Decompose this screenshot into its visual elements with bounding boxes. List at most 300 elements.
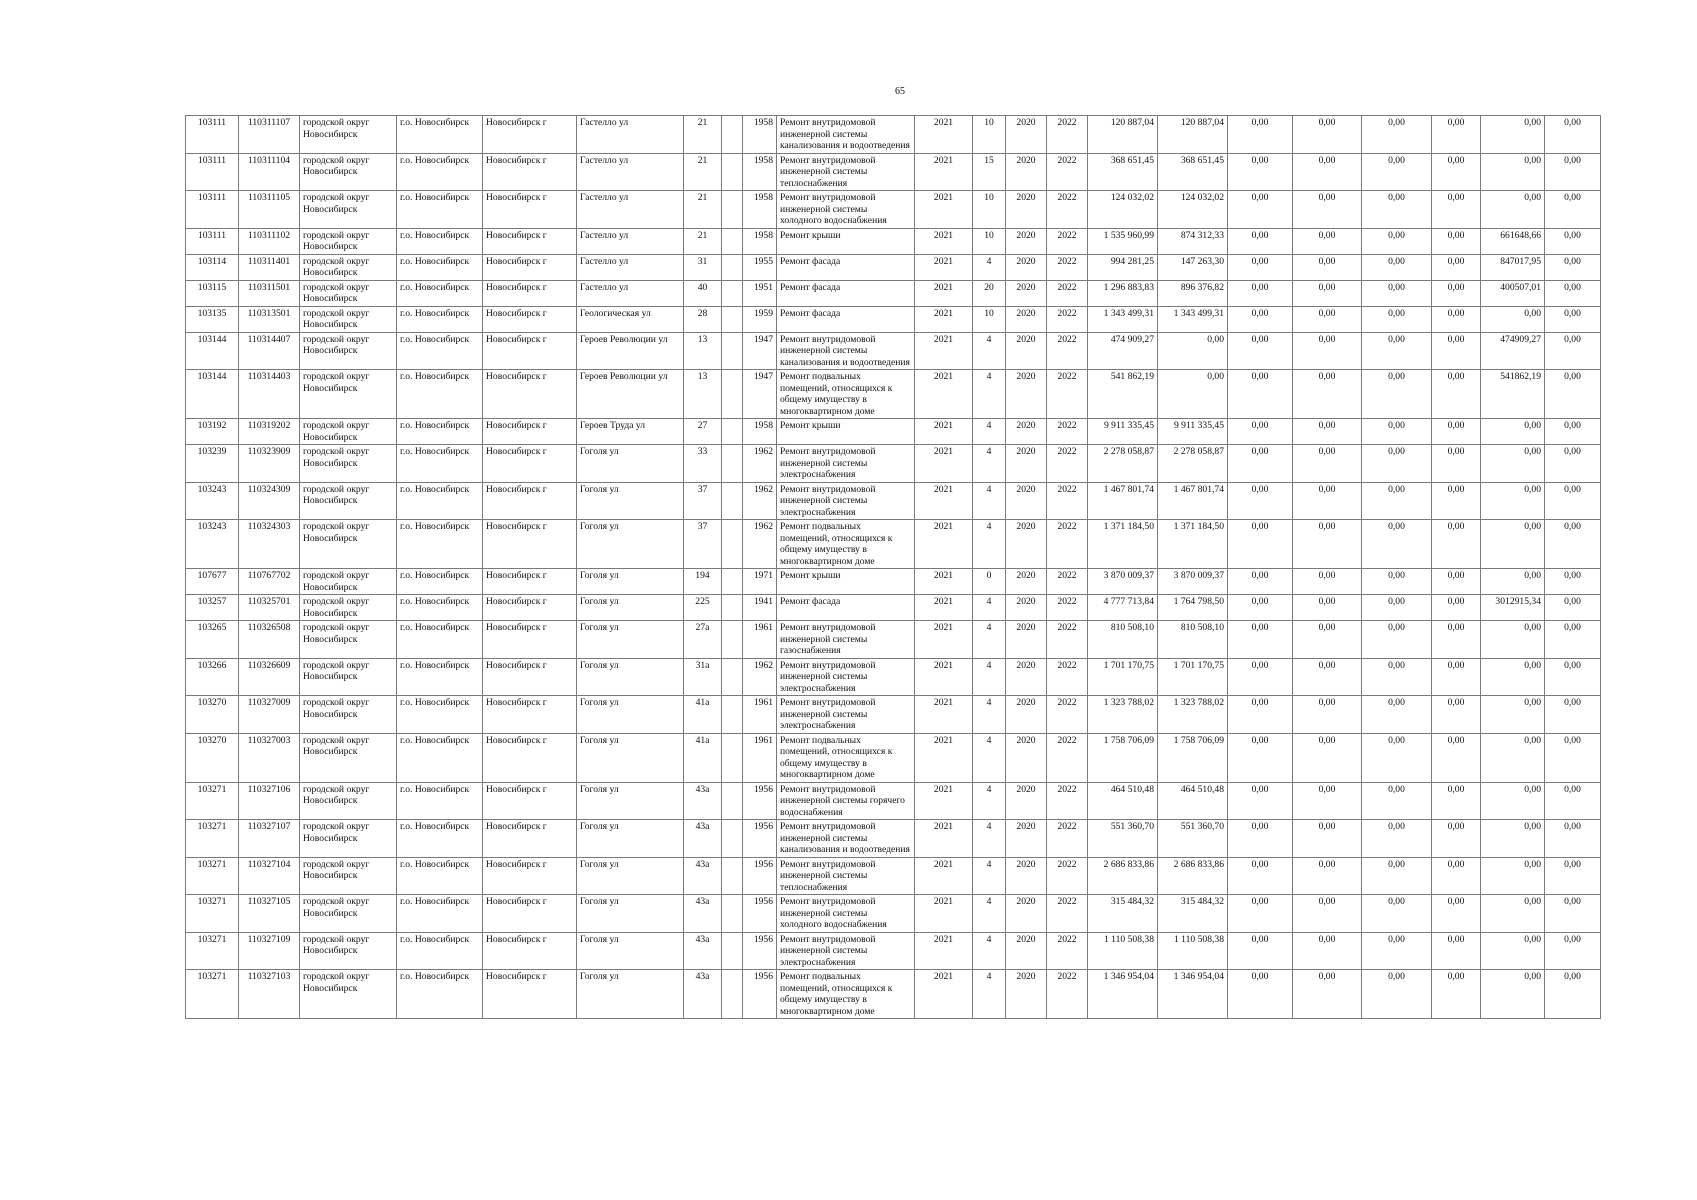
cost-3-cell: 0,00 — [1293, 370, 1362, 419]
empty-cell — [722, 595, 743, 621]
table-row — [186, 254, 1601, 280]
work-type-cell: Ремонт крыши — [777, 569, 915, 595]
total-cost-cell: 1 467 801,74 — [1088, 482, 1158, 520]
total-cost-cell: 1 758 706,09 — [1088, 733, 1158, 782]
plan-year-cell: 2021 — [915, 153, 973, 191]
work-type-cell: Ремонт внутридомовой инженерной системы холодного водоснабжения — [777, 191, 915, 229]
cost-4-cell: 0,00 — [1362, 332, 1432, 370]
cost-7-cell: 0,00 — [1545, 116, 1601, 154]
cost-1-cell: 874 312,33 — [1158, 228, 1228, 254]
count-cell: 4 — [973, 332, 1006, 370]
object-id-cell: 103271 — [186, 857, 239, 895]
district-cell: г.о. Новосибирск — [397, 569, 483, 595]
cost-2-cell: 0,00 — [1228, 280, 1293, 306]
start-year-cell: 2020 — [1006, 857, 1047, 895]
street-cell: Гастелло ул — [577, 254, 684, 280]
build-year-cell: 1962 — [743, 520, 777, 569]
municipality-cell: городской округ Новосибирск — [300, 153, 397, 191]
total-cost-cell: 368 651,45 — [1088, 153, 1158, 191]
table-row — [186, 895, 1601, 933]
cost-1-cell: 1 323 788,02 — [1158, 696, 1228, 734]
municipality-cell: городской округ Новосибирск — [300, 595, 397, 621]
object-id-cell: 103111 — [186, 116, 239, 154]
cost-5-cell: 0,00 — [1432, 520, 1481, 569]
build-year-cell: 1956 — [743, 970, 777, 1019]
total-cost-cell: 124 032,02 — [1088, 191, 1158, 229]
end-year-cell: 2022 — [1047, 820, 1088, 858]
cost-2-cell: 0,00 — [1228, 419, 1293, 445]
end-year-cell: 2022 — [1047, 857, 1088, 895]
cost-2-cell: 0,00 — [1228, 970, 1293, 1019]
work-type-cell: Ремонт внутридомовой инженерной системы канализования и водоотведения — [777, 332, 915, 370]
total-cost-cell: 1 323 788,02 — [1088, 696, 1158, 734]
cost-3-cell: 0,00 — [1293, 228, 1362, 254]
count-cell: 4 — [973, 820, 1006, 858]
cost-1-cell: 1 764 798,50 — [1158, 595, 1228, 621]
start-year-cell: 2020 — [1006, 228, 1047, 254]
work-type-cell: Ремонт фасада — [777, 254, 915, 280]
district-cell: г.о. Новосибирск — [397, 520, 483, 569]
cost-3-cell: 0,00 — [1293, 419, 1362, 445]
cost-2-cell: 0,00 — [1228, 782, 1293, 820]
count-cell: 4 — [973, 932, 1006, 970]
cost-7-cell: 0,00 — [1545, 419, 1601, 445]
cost-5-cell: 0,00 — [1432, 696, 1481, 734]
cost-7-cell: 0,00 — [1545, 733, 1601, 782]
empty-cell — [722, 658, 743, 696]
city-cell: Новосибирск г — [483, 595, 577, 621]
cost-3-cell: 0,00 — [1293, 595, 1362, 621]
cost-2-cell: 0,00 — [1228, 595, 1293, 621]
end-year-cell: 2022 — [1047, 306, 1088, 332]
build-year-cell: 1958 — [743, 191, 777, 229]
start-year-cell: 2020 — [1006, 895, 1047, 933]
cost-2-cell: 0,00 — [1228, 820, 1293, 858]
end-year-cell: 2022 — [1047, 280, 1088, 306]
street-cell: Гастелло ул — [577, 228, 684, 254]
plan-year-cell: 2021 — [915, 191, 973, 229]
cost-6-cell: 400507,01 — [1481, 280, 1545, 306]
work-code-cell: 110311107 — [239, 116, 300, 154]
cost-3-cell: 0,00 — [1293, 280, 1362, 306]
cost-4-cell: 0,00 — [1362, 595, 1432, 621]
house-number-cell: 43а — [684, 932, 722, 970]
cost-1-cell: 3 870 009,37 — [1158, 569, 1228, 595]
district-cell: г.о. Новосибирск — [397, 696, 483, 734]
cost-6-cell: 847017,95 — [1481, 254, 1545, 280]
work-code-cell: 110327009 — [239, 696, 300, 734]
object-id-cell: 103271 — [186, 895, 239, 933]
municipality-cell: городской округ Новосибирск — [300, 520, 397, 569]
street-cell: Гастелло ул — [577, 191, 684, 229]
cost-4-cell: 0,00 — [1362, 254, 1432, 280]
street-cell: Гоголя ул — [577, 857, 684, 895]
city-cell: Новосибирск г — [483, 306, 577, 332]
cost-2-cell: 0,00 — [1228, 191, 1293, 229]
build-year-cell: 1947 — [743, 332, 777, 370]
cost-7-cell: 0,00 — [1545, 895, 1601, 933]
house-number-cell: 13 — [684, 370, 722, 419]
build-year-cell: 1956 — [743, 820, 777, 858]
cost-7-cell: 0,00 — [1545, 370, 1601, 419]
cost-7-cell: 0,00 — [1545, 970, 1601, 1019]
cost-4-cell: 0,00 — [1362, 116, 1432, 154]
municipality-cell: городской округ Новосибирск — [300, 658, 397, 696]
cost-1-cell: 0,00 — [1158, 370, 1228, 419]
house-number-cell: 43а — [684, 895, 722, 933]
house-number-cell: 41а — [684, 696, 722, 734]
cost-1-cell: 315 484,32 — [1158, 895, 1228, 933]
street-cell: Гоголя ул — [577, 482, 684, 520]
house-number-cell: 21 — [684, 116, 722, 154]
cost-5-cell: 0,00 — [1432, 857, 1481, 895]
work-type-cell: Ремонт внутридомовой инженерной системы электроснабжения — [777, 932, 915, 970]
municipality-cell: городской округ Новосибирск — [300, 733, 397, 782]
object-id-cell: 103271 — [186, 820, 239, 858]
city-cell: Новосибирск г — [483, 370, 577, 419]
start-year-cell: 2020 — [1006, 520, 1047, 569]
municipality-cell: городской округ Новосибирск — [300, 445, 397, 483]
plan-year-cell: 2021 — [915, 857, 973, 895]
work-code-cell: 110311104 — [239, 153, 300, 191]
cost-4-cell: 0,00 — [1362, 857, 1432, 895]
cost-5-cell: 0,00 — [1432, 419, 1481, 445]
cost-5-cell: 0,00 — [1432, 254, 1481, 280]
end-year-cell: 2022 — [1047, 445, 1088, 483]
build-year-cell: 1947 — [743, 370, 777, 419]
work-type-cell: Ремонт внутридомовой инженерной системы электроснабжения — [777, 482, 915, 520]
empty-cell — [722, 482, 743, 520]
municipality-cell: городской округ Новосибирск — [300, 482, 397, 520]
cost-3-cell: 0,00 — [1293, 658, 1362, 696]
cost-4-cell: 0,00 — [1362, 153, 1432, 191]
cost-2-cell: 0,00 — [1228, 482, 1293, 520]
district-cell: г.о. Новосибирск — [397, 280, 483, 306]
cost-1-cell: 2 278 058,87 — [1158, 445, 1228, 483]
end-year-cell: 2022 — [1047, 569, 1088, 595]
cost-6-cell: 0,00 — [1481, 696, 1545, 734]
municipality-cell: городской округ Новосибирск — [300, 621, 397, 659]
cost-5-cell: 0,00 — [1432, 733, 1481, 782]
cost-3-cell: 0,00 — [1293, 191, 1362, 229]
count-cell: 10 — [973, 191, 1006, 229]
work-type-cell: Ремонт внутридомовой инженерной системы канализования и водоотведения — [777, 820, 915, 858]
cost-6-cell: 0,00 — [1481, 733, 1545, 782]
cost-7-cell: 0,00 — [1545, 254, 1601, 280]
cost-2-cell: 0,00 — [1228, 445, 1293, 483]
city-cell: Новосибирск г — [483, 782, 577, 820]
start-year-cell: 2020 — [1006, 306, 1047, 332]
cost-5-cell: 0,00 — [1432, 280, 1481, 306]
house-number-cell: 43а — [684, 857, 722, 895]
total-cost-cell: 2 278 058,87 — [1088, 445, 1158, 483]
cost-4-cell: 0,00 — [1362, 895, 1432, 933]
work-code-cell: 110327109 — [239, 932, 300, 970]
build-year-cell: 1961 — [743, 621, 777, 659]
work-code-cell: 110327003 — [239, 733, 300, 782]
cost-6-cell: 0,00 — [1481, 970, 1545, 1019]
cost-7-cell: 0,00 — [1545, 332, 1601, 370]
build-year-cell: 1956 — [743, 782, 777, 820]
city-cell: Новосибирск г — [483, 520, 577, 569]
total-cost-cell: 464 510,48 — [1088, 782, 1158, 820]
start-year-cell: 2020 — [1006, 658, 1047, 696]
count-cell: 4 — [973, 482, 1006, 520]
district-cell: г.о. Новосибирск — [397, 595, 483, 621]
total-cost-cell: 120 887,04 — [1088, 116, 1158, 154]
start-year-cell: 2020 — [1006, 116, 1047, 154]
total-cost-cell: 1 371 184,50 — [1088, 520, 1158, 569]
end-year-cell: 2022 — [1047, 116, 1088, 154]
cost-1-cell: 124 032,02 — [1158, 191, 1228, 229]
cost-5-cell: 0,00 — [1432, 153, 1481, 191]
cost-5-cell: 0,00 — [1432, 482, 1481, 520]
table-row — [186, 658, 1601, 696]
start-year-cell: 2020 — [1006, 820, 1047, 858]
cost-4-cell: 0,00 — [1362, 820, 1432, 858]
total-cost-cell: 315 484,32 — [1088, 895, 1158, 933]
start-year-cell: 2020 — [1006, 370, 1047, 419]
city-cell: Новосибирск г — [483, 482, 577, 520]
cost-4-cell: 0,00 — [1362, 419, 1432, 445]
cost-2-cell: 0,00 — [1228, 895, 1293, 933]
table-row — [186, 696, 1601, 734]
plan-year-cell: 2021 — [915, 658, 973, 696]
table-row — [186, 569, 1601, 595]
plan-year-cell: 2021 — [915, 520, 973, 569]
total-cost-cell: 1 701 170,75 — [1088, 658, 1158, 696]
city-cell: Новосибирск г — [483, 445, 577, 483]
district-cell: г.о. Новосибирск — [397, 445, 483, 483]
work-code-cell: 110325701 — [239, 595, 300, 621]
street-cell: Гоголя ул — [577, 621, 684, 659]
street-cell: Гастелло ул — [577, 116, 684, 154]
end-year-cell: 2022 — [1047, 621, 1088, 659]
empty-cell — [722, 696, 743, 734]
work-type-cell: Ремонт внутридомовой инженерной системы теплоснабжения — [777, 857, 915, 895]
cost-4-cell: 0,00 — [1362, 733, 1432, 782]
table-row — [186, 191, 1601, 229]
district-cell: г.о. Новосибирск — [397, 116, 483, 154]
work-type-cell: Ремонт внутридомовой инженерной системы электроснабжения — [777, 696, 915, 734]
work-code-cell: 110314407 — [239, 332, 300, 370]
object-id-cell: 103265 — [186, 621, 239, 659]
cost-1-cell: 1 371 184,50 — [1158, 520, 1228, 569]
district-cell: г.о. Новосибирск — [397, 306, 483, 332]
cost-4-cell: 0,00 — [1362, 782, 1432, 820]
work-code-cell: 110319202 — [239, 419, 300, 445]
table-row — [186, 116, 1601, 154]
house-number-cell: 31 — [684, 254, 722, 280]
cost-7-cell: 0,00 — [1545, 228, 1601, 254]
count-cell: 4 — [973, 520, 1006, 569]
cost-3-cell: 0,00 — [1293, 306, 1362, 332]
house-number-cell: 37 — [684, 482, 722, 520]
work-code-cell: 110327104 — [239, 857, 300, 895]
district-cell: г.о. Новосибирск — [397, 482, 483, 520]
work-code-cell: 110311501 — [239, 280, 300, 306]
count-cell: 10 — [973, 116, 1006, 154]
municipality-cell: городской округ Новосибирск — [300, 306, 397, 332]
house-number-cell: 225 — [684, 595, 722, 621]
district-cell: г.о. Новосибирск — [397, 820, 483, 858]
table-row — [186, 970, 1601, 1019]
work-code-cell: 110324309 — [239, 482, 300, 520]
total-cost-cell: 551 360,70 — [1088, 820, 1158, 858]
cost-4-cell: 0,00 — [1362, 621, 1432, 659]
cost-2-cell: 0,00 — [1228, 332, 1293, 370]
district-cell: г.о. Новосибирск — [397, 191, 483, 229]
cost-7-cell: 0,00 — [1545, 306, 1601, 332]
plan-year-cell: 2021 — [915, 895, 973, 933]
total-cost-cell: 994 281,25 — [1088, 254, 1158, 280]
house-number-cell: 21 — [684, 228, 722, 254]
street-cell: Гоголя ул — [577, 970, 684, 1019]
total-cost-cell: 3 870 009,37 — [1088, 569, 1158, 595]
cost-7-cell: 0,00 — [1545, 191, 1601, 229]
empty-cell — [722, 332, 743, 370]
plan-year-cell: 2021 — [915, 820, 973, 858]
cost-7-cell: 0,00 — [1545, 482, 1601, 520]
cost-3-cell: 0,00 — [1293, 782, 1362, 820]
work-code-cell: 110313501 — [239, 306, 300, 332]
empty-cell — [722, 895, 743, 933]
end-year-cell: 2022 — [1047, 595, 1088, 621]
cost-6-cell: 0,00 — [1481, 895, 1545, 933]
cost-6-cell: 474909,27 — [1481, 332, 1545, 370]
city-cell: Новосибирск г — [483, 621, 577, 659]
house-number-cell: 194 — [684, 569, 722, 595]
street-cell: Гоголя ул — [577, 445, 684, 483]
district-cell: г.о. Новосибирск — [397, 932, 483, 970]
build-year-cell: 1959 — [743, 306, 777, 332]
cost-6-cell: 0,00 — [1481, 445, 1545, 483]
empty-cell — [722, 228, 743, 254]
table-row — [186, 932, 1601, 970]
total-cost-cell: 1 343 499,31 — [1088, 306, 1158, 332]
cost-7-cell: 0,00 — [1545, 782, 1601, 820]
total-cost-cell: 1 346 954,04 — [1088, 970, 1158, 1019]
object-id-cell: 103111 — [186, 228, 239, 254]
municipality-cell: городской округ Новосибирск — [300, 895, 397, 933]
district-cell: г.о. Новосибирск — [397, 857, 483, 895]
table-row — [186, 153, 1601, 191]
object-id-cell: 103266 — [186, 658, 239, 696]
cost-7-cell: 0,00 — [1545, 621, 1601, 659]
cost-6-cell: 0,00 — [1481, 820, 1545, 858]
cost-6-cell: 0,00 — [1481, 658, 1545, 696]
cost-3-cell: 0,00 — [1293, 970, 1362, 1019]
cost-1-cell: 368 651,45 — [1158, 153, 1228, 191]
work-code-cell: 110324303 — [239, 520, 300, 569]
total-cost-cell: 9 911 335,45 — [1088, 419, 1158, 445]
work-code-cell: 110311105 — [239, 191, 300, 229]
cost-5-cell: 0,00 — [1432, 621, 1481, 659]
cost-6-cell: 0,00 — [1481, 932, 1545, 970]
cost-6-cell: 3012915,34 — [1481, 595, 1545, 621]
cost-2-cell: 0,00 — [1228, 520, 1293, 569]
cost-6-cell: 0,00 — [1481, 116, 1545, 154]
cost-5-cell: 0,00 — [1432, 116, 1481, 154]
cost-7-cell: 0,00 — [1545, 153, 1601, 191]
work-type-cell: Ремонт внутридомовой инженерной системы электроснабжения — [777, 658, 915, 696]
cost-4-cell: 0,00 — [1362, 696, 1432, 734]
work-type-cell: Ремонт подвальных помещений, относящихся к общему имуществу в многоквартирном доме — [777, 733, 915, 782]
cost-6-cell: 0,00 — [1481, 191, 1545, 229]
district-cell: г.о. Новосибирск — [397, 895, 483, 933]
cost-4-cell: 0,00 — [1362, 970, 1432, 1019]
city-cell: Новосибирск г — [483, 895, 577, 933]
house-number-cell: 21 — [684, 153, 722, 191]
cost-6-cell: 0,00 — [1481, 857, 1545, 895]
cost-7-cell: 0,00 — [1545, 569, 1601, 595]
cost-5-cell: 0,00 — [1432, 932, 1481, 970]
object-id-cell: 103271 — [186, 970, 239, 1019]
plan-year-cell: 2021 — [915, 332, 973, 370]
cost-7-cell: 0,00 — [1545, 932, 1601, 970]
municipality-cell: городской округ Новосибирск — [300, 970, 397, 1019]
cost-1-cell: 1 346 954,04 — [1158, 970, 1228, 1019]
cost-7-cell: 0,00 — [1545, 445, 1601, 483]
plan-year-cell: 2021 — [915, 932, 973, 970]
build-year-cell: 1958 — [743, 419, 777, 445]
cost-5-cell: 0,00 — [1432, 370, 1481, 419]
object-id-cell: 103243 — [186, 520, 239, 569]
table-row — [186, 445, 1601, 483]
empty-cell — [722, 857, 743, 895]
work-code-cell: 110327105 — [239, 895, 300, 933]
cost-6-cell: 0,00 — [1481, 520, 1545, 569]
build-year-cell: 1951 — [743, 280, 777, 306]
work-code-cell: 110314403 — [239, 370, 300, 419]
object-id-cell: 103111 — [186, 153, 239, 191]
cost-2-cell: 0,00 — [1228, 733, 1293, 782]
house-number-cell: 33 — [684, 445, 722, 483]
table-row — [186, 782, 1601, 820]
work-code-cell: 110326609 — [239, 658, 300, 696]
start-year-cell: 2020 — [1006, 153, 1047, 191]
total-cost-cell: 1 296 883,83 — [1088, 280, 1158, 306]
district-cell: г.о. Новосибирск — [397, 228, 483, 254]
plan-year-cell: 2021 — [915, 370, 973, 419]
cost-6-cell: 661648,66 — [1481, 228, 1545, 254]
municipality-cell: городской округ Новосибирск — [300, 820, 397, 858]
work-code-cell: 110311102 — [239, 228, 300, 254]
page-number: 65 — [895, 86, 905, 97]
street-cell: Гоголя ул — [577, 895, 684, 933]
cost-1-cell: 1 110 508,38 — [1158, 932, 1228, 970]
city-cell: Новосибирск г — [483, 569, 577, 595]
plan-year-cell: 2021 — [915, 782, 973, 820]
cost-1-cell: 1 343 499,31 — [1158, 306, 1228, 332]
street-cell: Героев Революции ул — [577, 370, 684, 419]
build-year-cell: 1956 — [743, 857, 777, 895]
end-year-cell: 2022 — [1047, 970, 1088, 1019]
house-number-cell: 37 — [684, 520, 722, 569]
cost-3-cell: 0,00 — [1293, 153, 1362, 191]
cost-3-cell: 0,00 — [1293, 857, 1362, 895]
build-year-cell: 1962 — [743, 445, 777, 483]
count-cell: 4 — [973, 895, 1006, 933]
street-cell: Гастелло ул — [577, 280, 684, 306]
build-year-cell: 1955 — [743, 254, 777, 280]
cost-5-cell: 0,00 — [1432, 306, 1481, 332]
cost-4-cell: 0,00 — [1362, 932, 1432, 970]
start-year-cell: 2020 — [1006, 191, 1047, 229]
count-cell: 4 — [973, 658, 1006, 696]
cost-3-cell: 0,00 — [1293, 445, 1362, 483]
count-cell: 20 — [973, 280, 1006, 306]
